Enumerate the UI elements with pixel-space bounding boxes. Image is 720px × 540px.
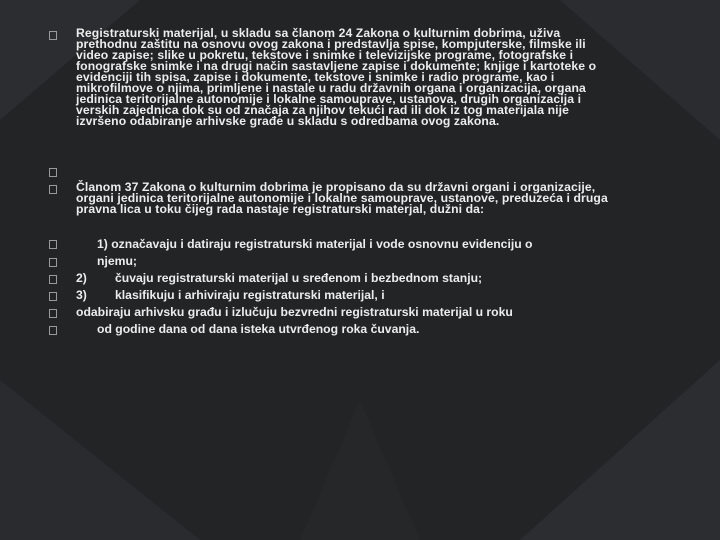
bullet-icon (49, 309, 57, 318)
bullet-icon (49, 185, 57, 194)
list-item-2-number: 2) (76, 271, 87, 285)
bullet-icon (49, 326, 57, 335)
paragraph-registry-material: Registraturski materijal, u skladu sa članom 24 Zakona o kulturnim dobrima, uživa prethodnu zaštitu na osnovu ovog zakona i predstavlja spise, kompjuterske, filmske ili video zapise; slike u pokretu, tekstove i snimke i televizijske programe, fotografske i fonografske snimke i na drugi način sastavljene zapise i dokumente; knjige i kartoteke o evidenciji tih spisa, zapise i dokumente, tekstove i snimke i radio programe, kao i mikrofilmove o njima, primljene i nastale u radu državnih organa i organizacija, organa jedinica teritorijalne autonomije i lokalne samouprave, ustanova, drugih organizacija i verskih zajednica dok su od značaja za njihov tekući rad ili dok iz tog materijala nije izvršeno odabiranje arhivske građe u skladu s odredbama ovog zakona. (76, 26, 597, 128)
bullet-icon (49, 31, 57, 40)
bullet-icon (49, 168, 57, 177)
bullet-icon (49, 275, 57, 284)
paragraph-article-37: Članom 37 Zakona o kulturnim dobrima je propisano da su državni organi i organizacije, organi jedinica teritorijalne autonomije i lokalne samouprave, ustanove, preduzeća i druga pravna lica u toku čijeg rada nastaje registraturski materjal, dužni da: (76, 180, 608, 216)
list-item-1-line-2: njemu; (97, 254, 137, 268)
list-item-4-line-2: od godine dana od dana isteka utvrđenog roka čuvanja. (97, 322, 420, 336)
bullet-icon (49, 258, 57, 267)
list-item-2-text: čuvaju registraturski materijal u sređenom i bezbednom stanju; (115, 271, 483, 285)
list-item-4-line-1: odabiraju arhivsku građu i izlučuju bezvredni registraturski materijal u roku (76, 305, 513, 319)
bullet-icon (49, 292, 57, 301)
list-item-1-line-1: 1) označavaju i datiraju registraturski materijal i vode osnovnu evidenciju o (97, 237, 533, 251)
list-item-3-text: klasifikuju i arhiviraju registraturski materijal, i (115, 288, 385, 302)
bullet-icon (49, 240, 57, 249)
list-item-3-number: 3) (76, 288, 87, 302)
